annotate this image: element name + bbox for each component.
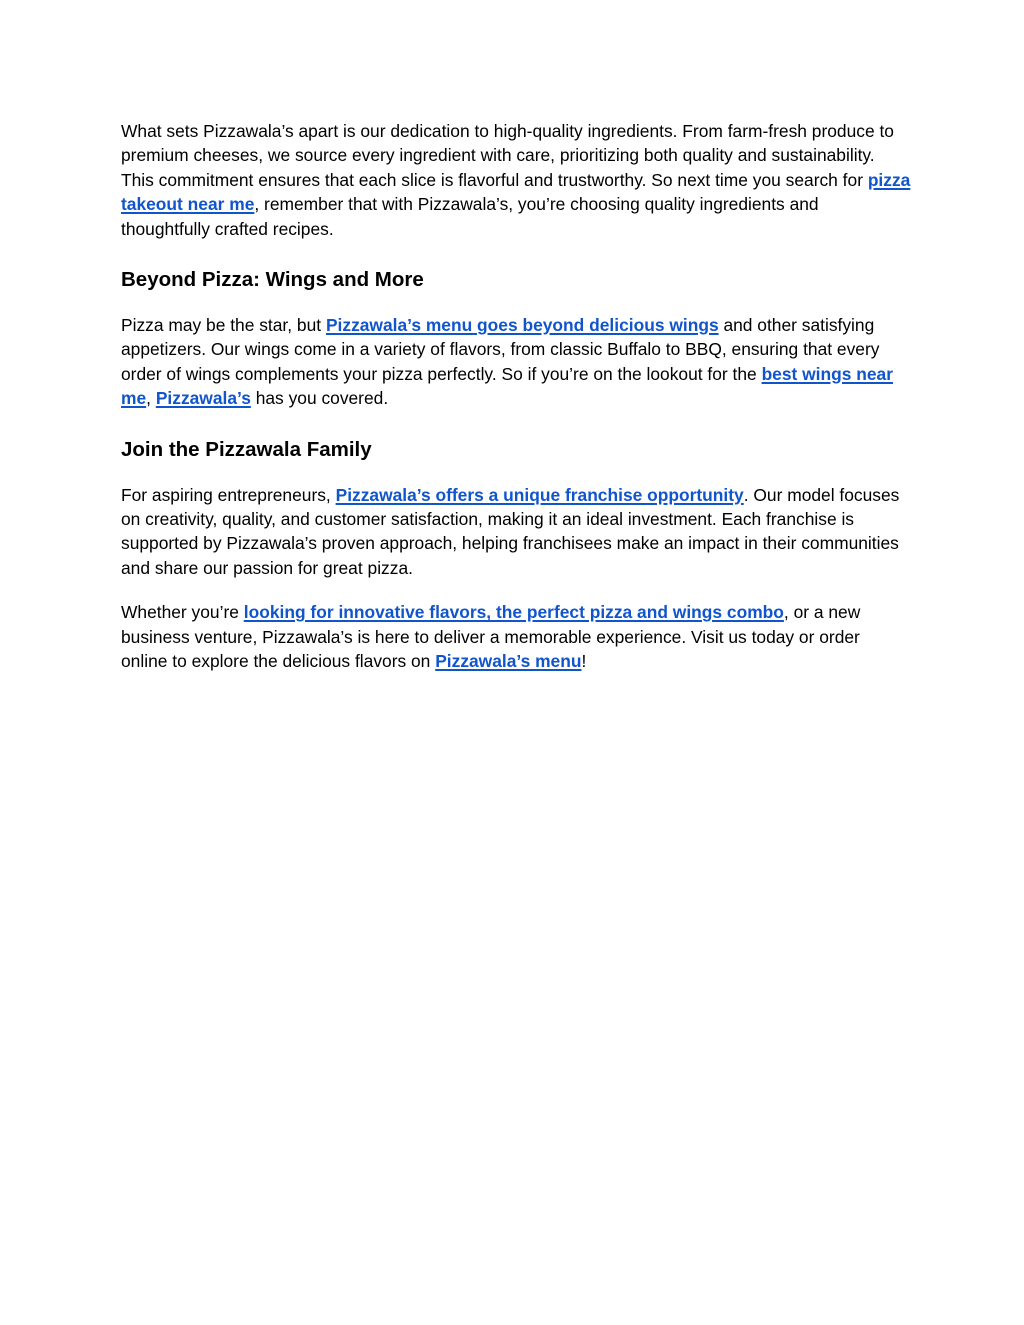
join-family-heading: Join the Pizzawala Family	[121, 437, 372, 461]
join-text-1: For aspiring entrepreneurs,	[121, 484, 336, 505]
beyond-paragraph	[121, 313, 911, 411]
intro-text-2: , remember that with Pizzawala’s, you’re choosing quality ingredients and thoughtfully crafted recipes.	[121, 194, 819, 239]
beyond-pizza-heading: Beyond Pizza: Wings and More	[121, 268, 424, 292]
menu-beyond-wings-link[interactable]: Pizzawala’s menu goes beyond delicious wings	[325, 315, 719, 336]
beyond-text-1: Pizza may be the star, but	[121, 315, 326, 336]
document-page	[121, 119, 911, 674]
intro-paragraph	[121, 119, 911, 241]
closing-text-3: !	[581, 651, 587, 672]
franchise-opportunity-link[interactable]: Pizzawala’s offers a unique franchise opportunity	[335, 484, 744, 505]
pizza-wings-combo-link[interactable]: looking for innovative flavors, the perfect pizza and wings combo	[243, 602, 784, 623]
intro-text-1: What sets Pizzawala’s apart is our dedication to high-quality ingredients. From farm-fresh produce to premium cheeses, we source every ingredient with care, prioritizing both quality and sustainability. This commitment ensures that each slice is flavorful and trustworthy. So next time you search for	[121, 121, 894, 190]
beyond-separator: ,	[146, 388, 156, 409]
join-paragraph	[121, 483, 911, 581]
closing-paragraph	[121, 600, 911, 673]
join-text-2: . Our model focuses on creativity, quality, and customer satisfaction, making it an ideal investment. Each franchise is supported by Pizzawala’s proven approach, helping franchisees make an impact in their communities and share our passion for great pizza.	[121, 484, 900, 578]
closing-text-2: , or a new business venture, Pizzawala’s is here to deliver a memorable experience. Visit us today or order online to explore the delicious flavors on	[121, 602, 861, 672]
pizza-takeout-link[interactable]: pizza takeout near me	[121, 169, 911, 215]
closing-text-1: Whether you’re	[121, 602, 244, 623]
pizzawalas-link[interactable]: Pizzawala’s	[155, 388, 251, 409]
beyond-text-3: has you covered.	[250, 388, 389, 409]
beyond-text-2: and other satisfying appetizers. Our wings come in a variety of flavors, from classic Buffalo to BBQ, ensuring that every order of wings complements your pizza perfectly. So if you’re on the lookout for the	[121, 315, 880, 384]
pizzawalas-menu-link[interactable]: Pizzawala’s menu	[435, 651, 582, 672]
best-wings-link[interactable]: best wings near me	[121, 363, 893, 409]
